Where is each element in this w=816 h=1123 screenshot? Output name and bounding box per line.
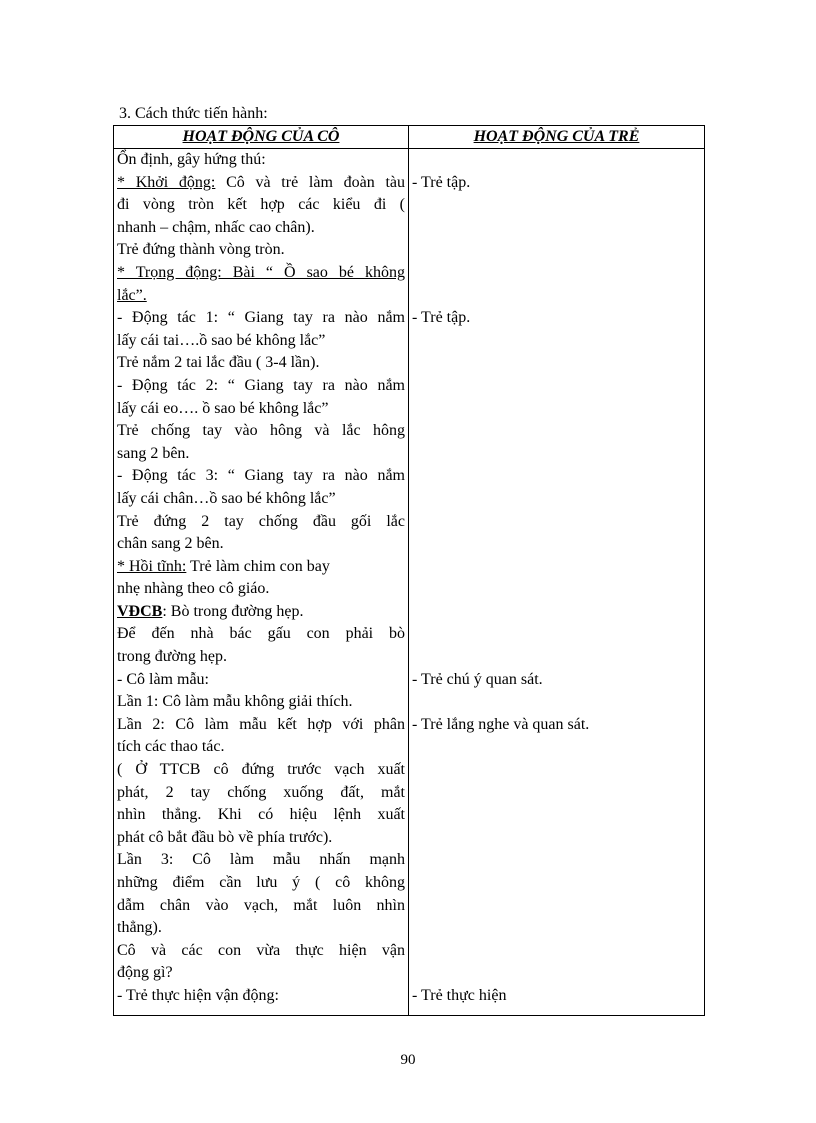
line-text: trong đường hẹp. (117, 648, 228, 666)
child-line (412, 420, 701, 443)
child-line (412, 511, 701, 534)
teacher-activity-lines (117, 149, 405, 1015)
child-line (412, 443, 701, 466)
table-header-row (114, 126, 705, 149)
child-line (412, 759, 701, 782)
line-text: Để đến nhà bác gấu con phải bò (117, 625, 405, 643)
teacher-line (117, 782, 405, 805)
teacher-line (117, 285, 405, 308)
teacher-line (117, 714, 405, 737)
line-text: lấy cái tai….ồ sao bé không lắc” (117, 331, 326, 349)
teacher-line (117, 669, 405, 692)
line-text: Ổn định, gây hứng thú: (117, 151, 266, 168)
teacher-line (117, 849, 405, 872)
teacher-activity-cell (114, 149, 409, 1016)
activity-table (113, 125, 705, 1016)
teacher-line (117, 398, 405, 421)
line-text: tích các thao tác. (117, 738, 225, 756)
line-text: nhìn thẳng. Khi có hiệu lệnh xuất (117, 806, 405, 824)
child-line (412, 217, 701, 240)
child-line (412, 398, 701, 421)
teacher-line (117, 488, 405, 511)
teacher-line (117, 443, 405, 466)
child-line (412, 940, 701, 963)
teacher-line (117, 917, 405, 940)
teacher-line (117, 646, 405, 669)
line-text: - Động tác 2: “ Giang tay ra nào nắm (117, 376, 405, 394)
child-line (412, 623, 701, 646)
teacher-line (117, 895, 405, 918)
line-text: Trẻ làm chim con bay (186, 557, 330, 575)
teacher-line (117, 307, 405, 330)
child-line (412, 556, 701, 579)
header-teacher-activity: HOẠT ĐỘNG CỦA CÔ (114, 126, 409, 149)
child-line (412, 285, 701, 308)
line-text: - Động tác 1: “ Giang tay ra nào nắm (117, 309, 405, 327)
child-line (412, 465, 701, 488)
child-line (412, 917, 701, 940)
child-line (412, 194, 701, 217)
line-text: dẫm chân vào vạch, mắt luôn nhìn (117, 896, 405, 914)
teacher-line (117, 330, 405, 353)
child-line (412, 262, 701, 285)
teacher-line (117, 420, 405, 443)
line-text: nhẹ nhàng theo cô giáo. (117, 580, 270, 598)
line-text: Lần 3: Cô làm mẫu nhấn mạnh (117, 851, 405, 869)
teacher-line (117, 804, 405, 827)
child-line (412, 736, 701, 759)
child-line: - Trẻ thực hiện (412, 986, 507, 1004)
section-title: 3. Cách thức tiến hành: (119, 105, 268, 122)
child-line (412, 375, 701, 398)
child-line (412, 239, 701, 262)
underlined-text: lắc”. (117, 286, 147, 304)
table-body-row (114, 149, 705, 1016)
child-line (412, 691, 701, 714)
child-line (412, 330, 701, 353)
child-line (412, 601, 701, 624)
teacher-line (117, 578, 405, 601)
teacher-line (117, 533, 405, 556)
line-text: : Bò trong đường hẹp. (162, 602, 304, 620)
line-text: - Động tác 3: “ Giang tay ra nào nắm (117, 467, 405, 485)
teacher-line (117, 352, 405, 375)
line-text: Lần 2: Cô làm mẫu kết hợp với phân (117, 715, 405, 733)
child-line: - Trẻ tập. (412, 309, 471, 327)
line-text: phát cô bắt đầu bò về phía trước). (117, 828, 333, 846)
line-text: những điểm cần lưu ý ( cô không (117, 874, 405, 891)
child-line (412, 962, 701, 985)
child-line (412, 352, 701, 375)
teacher-line (117, 962, 405, 985)
child-activity-cell (409, 149, 705, 1016)
child-line (412, 578, 701, 601)
line-text: lấy cái eo…. ồ sao bé không lắc” (117, 399, 329, 417)
line-text: Trẻ đứng 2 tay chống đầu gối lắc (117, 512, 405, 530)
child-line (412, 895, 701, 918)
line-text: - Cô làm mẫu: (117, 670, 209, 688)
teacher-line (117, 556, 405, 579)
line-text: Cô và các con vừa thực hiện vận (117, 941, 405, 959)
line-text: Trẻ nắm 2 tai lắc đầu ( 3-4 lần). (117, 354, 320, 372)
line-text: - Trẻ thực hiện vận động: (117, 986, 279, 1004)
line-text: chân sang 2 bên. (117, 535, 224, 553)
child-line (412, 827, 701, 850)
line-text: phát, 2 tay chống xuống đất, mắt (117, 783, 405, 801)
teacher-line (117, 691, 405, 714)
underlined-bold-text: VĐCB (117, 602, 163, 620)
teacher-line (117, 511, 405, 534)
child-line (412, 804, 701, 827)
line-text: sang 2 bên. (117, 444, 190, 462)
child-line (412, 533, 701, 556)
line-text: ( Ở TTCB cô đứng trước vạch xuất (117, 761, 405, 779)
child-line: - Trẻ chú ý quan sát. (412, 670, 543, 688)
page-number: 90 (400, 1052, 416, 1068)
line-text: Cô và trẻ làm đoàn tàu (215, 173, 405, 191)
teacher-line (117, 736, 405, 759)
teacher-line (117, 872, 405, 895)
header-child-activity: HOẠT ĐỘNG CỦA TRẺ (409, 126, 705, 149)
teacher-line (117, 985, 405, 1008)
teacher-line (117, 149, 405, 172)
teacher-line (117, 623, 405, 646)
teacher-line (117, 194, 405, 217)
teacher-line (117, 759, 405, 782)
teacher-line (117, 940, 405, 963)
teacher-line (117, 375, 405, 398)
line-text: đi vòng tròn kết hợp các kiểu đi ( (117, 196, 405, 214)
teacher-line (117, 827, 405, 850)
child-line (412, 782, 701, 805)
teacher-line (117, 465, 405, 488)
child-line: - Trẻ lắng nghe và quan sát. (412, 715, 590, 733)
teacher-line (117, 172, 405, 195)
child-line (412, 849, 701, 872)
teacher-line (117, 262, 405, 285)
child-line (412, 646, 701, 669)
teacher-line (117, 601, 405, 624)
child-line (412, 872, 701, 895)
line-text: Trẻ đứng thành vòng tròn. (117, 241, 285, 259)
child-line (412, 488, 701, 511)
child-line (412, 149, 701, 172)
line-text: nhanh – chậm, nhấc cao chân). (117, 218, 315, 236)
child-activity-lines (412, 149, 701, 1015)
teacher-line (117, 217, 405, 240)
teacher-line (117, 239, 405, 262)
line-text: thẳng). (117, 919, 162, 937)
child-line: - Trẻ tập. (412, 173, 471, 191)
line-text: lấy cái chân…ồ sao bé không lắc” (117, 489, 336, 507)
line-text: Trẻ chống tay vào hông và lắc hông (117, 422, 405, 440)
underlined-text: * Khởi động: (117, 173, 216, 191)
line-text: Lần 1: Cô làm mẫu không giải thích. (117, 693, 353, 711)
underlined-text: * Trọng động: Bài “ Ồ sao bé không (117, 263, 405, 281)
line-text: động gì? (117, 964, 173, 982)
underlined-text: * Hồi tĩnh: (117, 557, 187, 575)
